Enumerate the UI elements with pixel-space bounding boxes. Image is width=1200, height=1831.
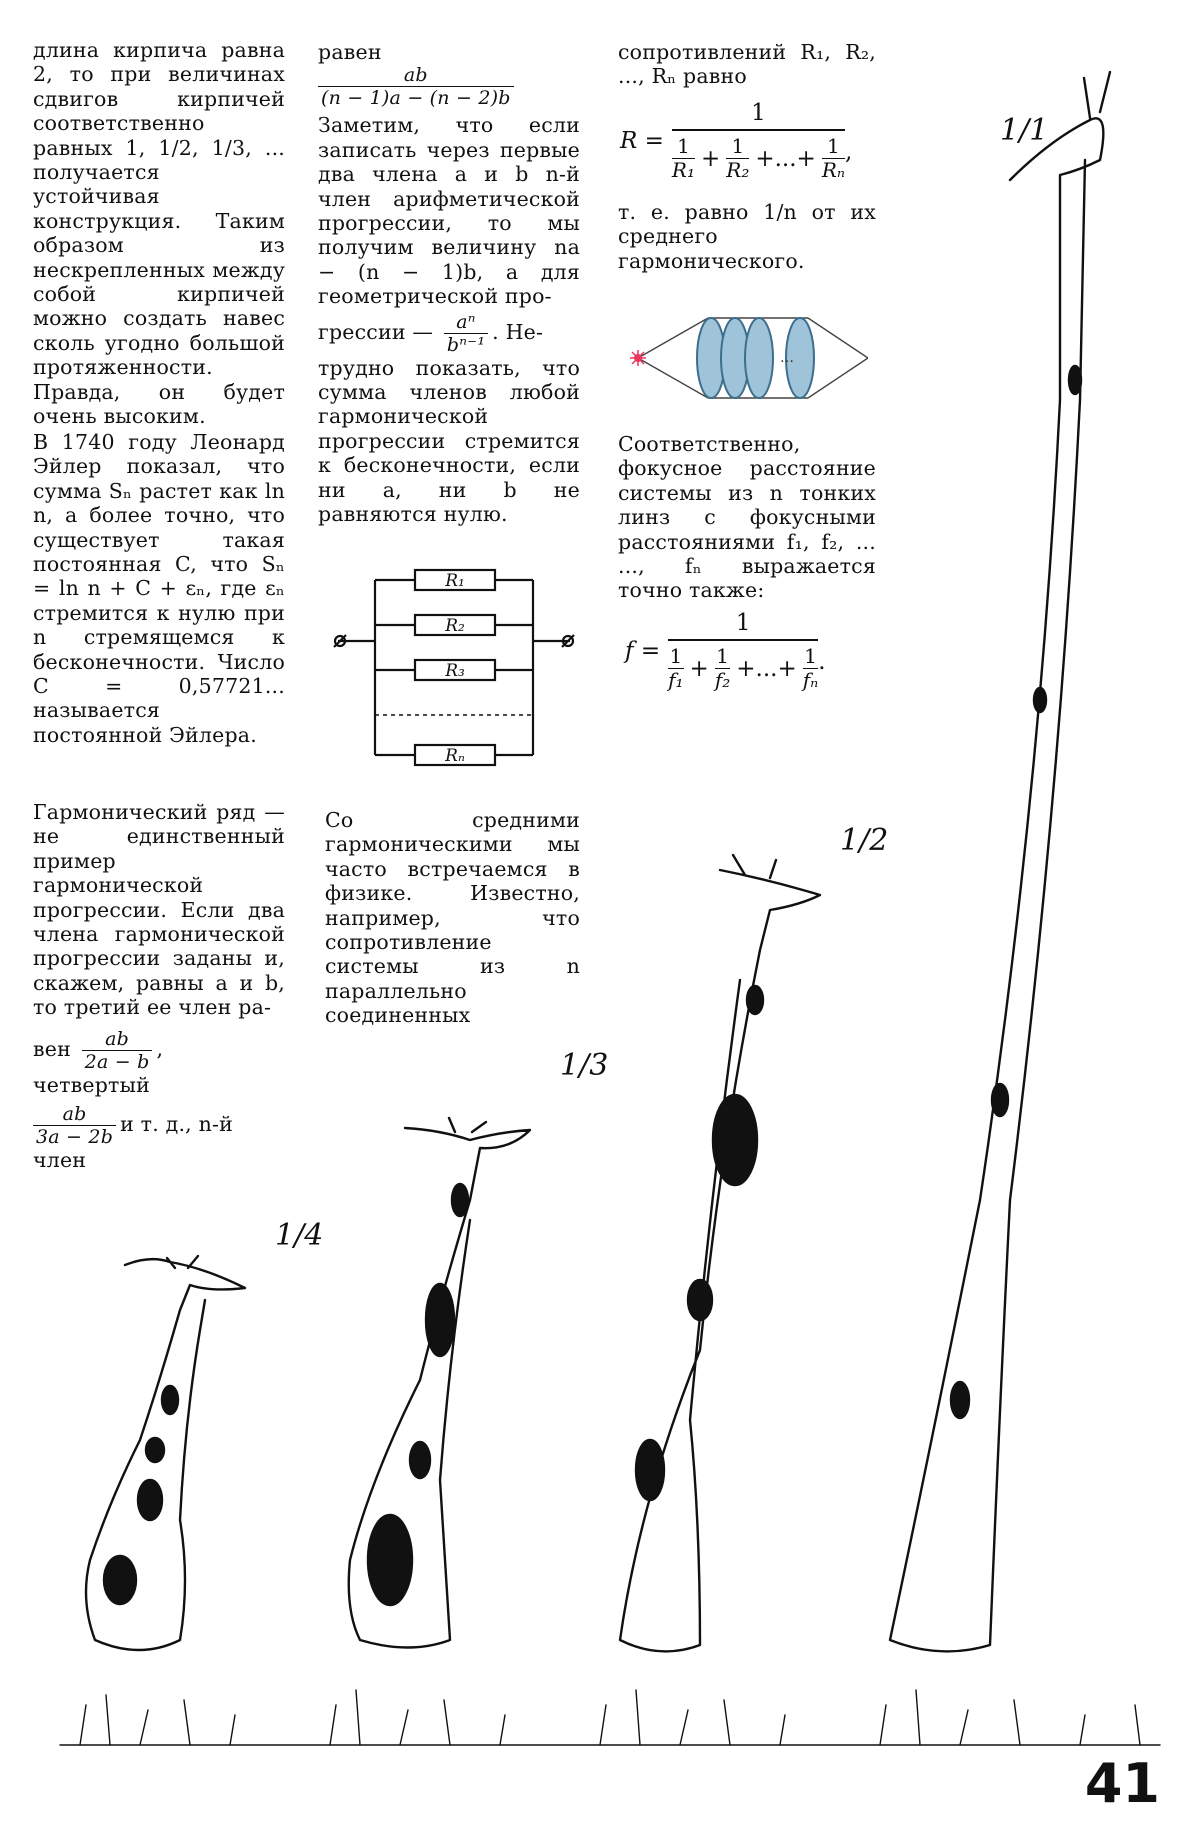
giraffe-label-quarter: 1/4 <box>275 1218 324 1253</box>
giraffe-label-half: 1/2 <box>840 823 889 858</box>
col2-para3: Со средними гармоническими мы часто встречаемся в физике. Известно, например, что сопротивление системы из n параллельно соединенных <box>325 808 580 1028</box>
col2-para1: равен $\frac{ab}{(n - 1)a - (n - 2)b}$ Заметим, что если записать через первые два члена a и b n-й член арифметической прогрессии, то мы получим величину na − (n − 1)b, а для геометрической про- грессии — $\frac{\text{aⁿ}}{\text{bⁿ⁻¹}}$ . Не- трудно показать, что сумма членов любой гармонической прогрессии стремится к бесконечности, если ни a, ни b не равняются нулю. <box>318 40 580 527</box>
col1-para3: Гармонический ряд — не единственный пример гармонической прогрессии. Если два члена гармонической прогрессии заданы и, скажем, равны a и b, то третий ее член ра- вен $\frac{ab}{2a - b}$ , четвертый $\frac{ab}{3a - 2b}$ и т. д., n-й член <box>33 800 285 1173</box>
giraffe-third <box>349 1118 530 1648</box>
frac-nth-term: $\frac{ab}{(n - 1)a - (n - 2)b}$ <box>318 64 514 109</box>
r2-label: R₂ <box>445 616 465 636</box>
col3-para1: сопротивлений R₁, R₂, ..., Rₙ равно <box>618 40 876 89</box>
frac-geometric: $\frac{\text{aⁿ}}{\text{bⁿ⁻¹}}$ <box>444 311 488 356</box>
giraffe-quarter <box>86 1256 245 1650</box>
col1-para2: В 1740 году Леонард Эйлер показал, что сумма Sₙ растет как ln n, а более точно, что существует такая постоянная C, что Sₙ = ln n + C + εₙ, где εₙ стремится к нулю при n стремящемся к бесконечности. Число C = 0,57721... называется постоянной Эйлера. <box>33 430 285 747</box>
grass <box>60 1690 1160 1745</box>
col3-para3: Соответственно, фокусное расстояние системы из n тонких линз с фокусными расстояниями f₁, f₂, ... ..., fₙ выражается точно также: <box>618 432 876 603</box>
giraffe-label-third: 1/3 <box>560 1048 609 1083</box>
giraffe-label-full: 1/1 <box>1000 113 1049 148</box>
frac-ab-3a-2b: $\frac{ab}{3a - 2b}$ <box>33 1103 116 1148</box>
giraffe-full <box>890 72 1110 1651</box>
col3-para2: т. е. равно 1/n от их среднего гармонического. <box>618 200 876 273</box>
frac-ab-2a-b: $\frac{ab}{2a - b}$ <box>82 1028 153 1073</box>
page-number: 41 <box>1084 1752 1160 1815</box>
svg-text:…: … <box>780 350 794 366</box>
col1-line-a-pre: вен <box>33 1036 71 1061</box>
focal-length-formula: f = 1 1 f₁ + $\frac{1}{\text{f₂}}$ +...+ $\frac{1}{\text{fₙ}}$ . <box>625 610 826 692</box>
rn-label: Rₙ <box>445 746 465 766</box>
giraffe-half <box>620 855 820 1651</box>
r1-label: R₁ <box>445 571 465 591</box>
resistance-formula: R = 1 1 R₁ + $\frac{1}{\text{R₂}}$ +...+ $\frac{1}{\text{Rₙ}}$ , <box>620 100 853 182</box>
col1-para1: длина кирпича равна 2, то при величинах сдвигов кирпичей соответственно равных 1, 1/2, 1/3, ... получается устойчивая конструкция. Таким образом из нескрепленных между собой кирпичей можно создать навес сколь угодно большой протяженности. Правда, он будет очень высоким. <box>33 38 285 429</box>
r3-label: R₃ <box>445 661 465 681</box>
